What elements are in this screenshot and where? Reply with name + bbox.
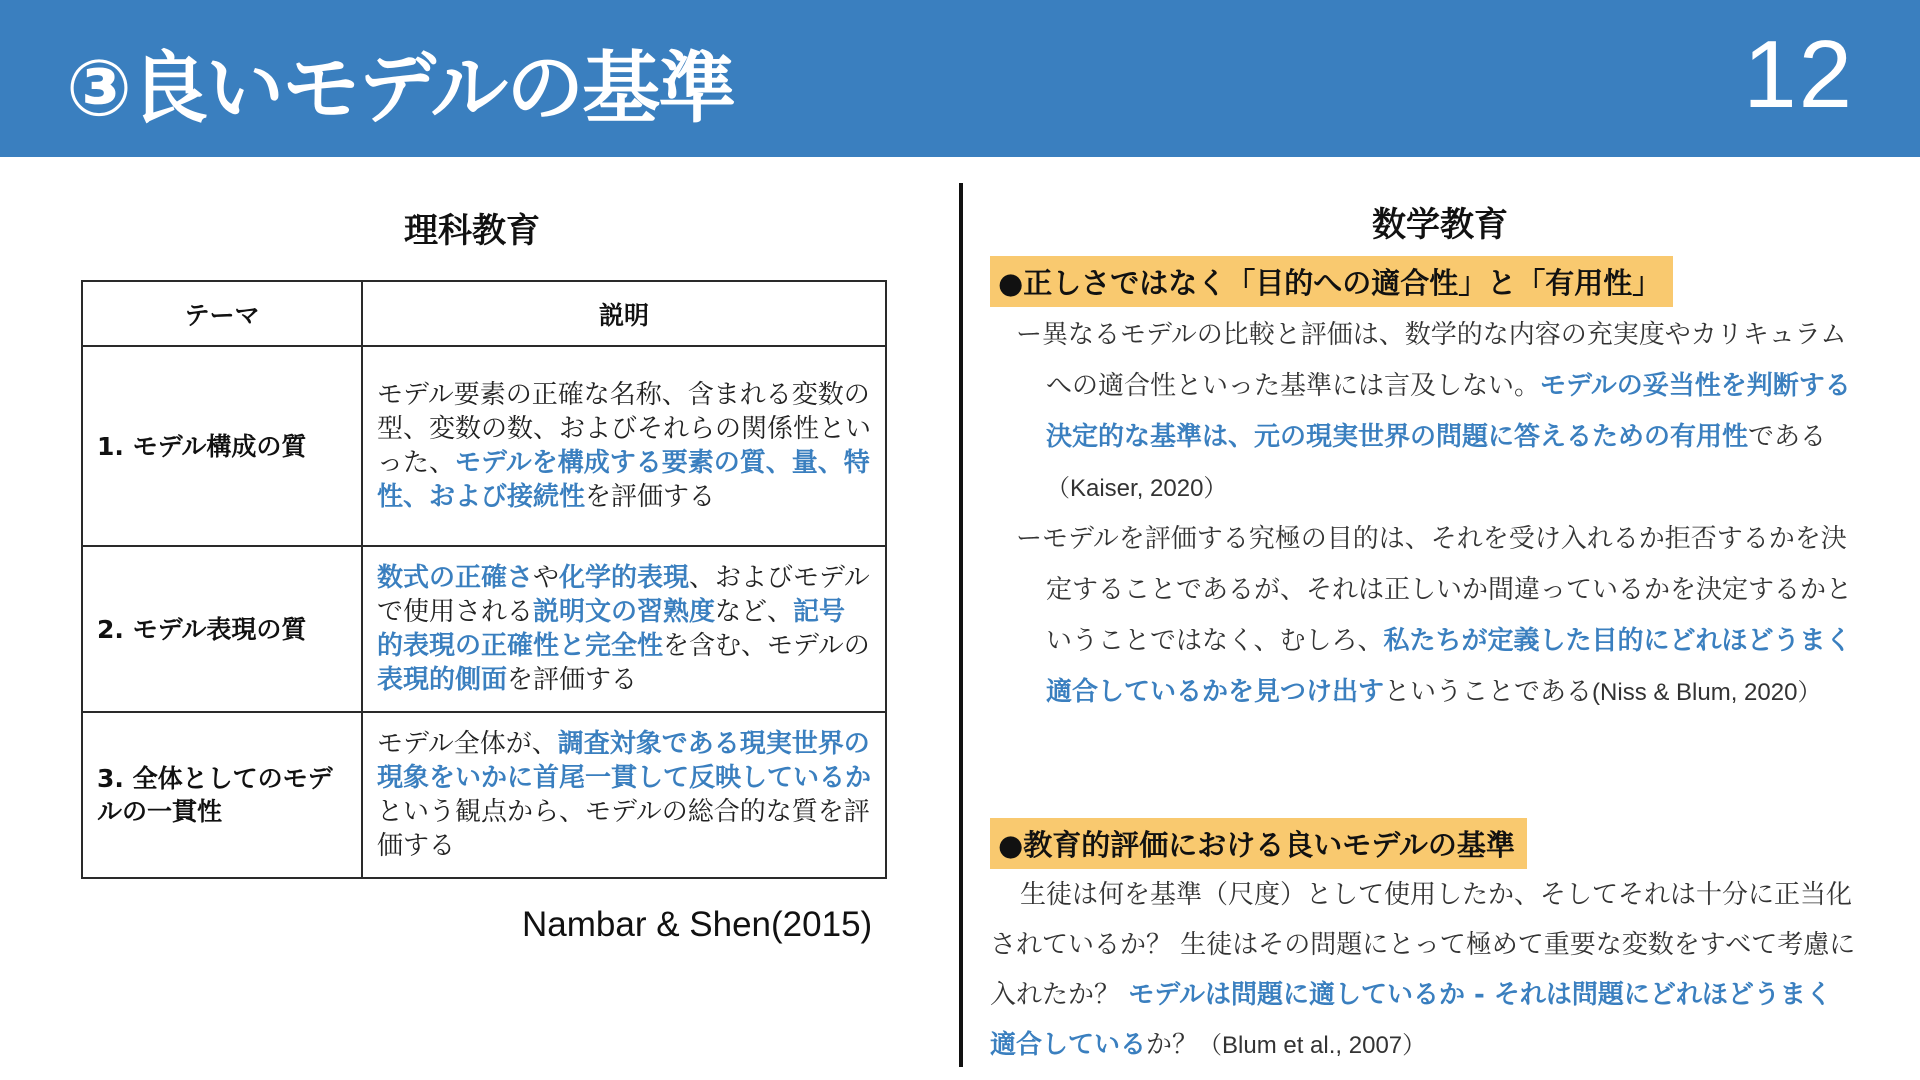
table-header-row: [82, 281, 886, 346]
body-text: を含む、モデルの: [663, 631, 870, 661]
table-cell-description: [362, 546, 886, 712]
citation-text: (Niss & Blum, 2020）: [1592, 679, 1822, 706]
math-education-heading: 数学教育: [1372, 205, 1508, 245]
table-cell-description: [362, 346, 886, 546]
body-text: モデル要素の正確な名称、含まれる変数の型、変数の数、およびそれらの関係性といった、: [377, 380, 872, 478]
table-header-description: 説明: [362, 281, 886, 346]
body-text: か？: [1146, 1030, 1199, 1060]
highlighted-text: 化学的表現: [559, 563, 690, 593]
body-text: ーモデルを評価する究極の目的は、それを受け入れるか拒否するかを決定することであるが、それは正しいか間違っているかを決定するかということではなく、むしろ、: [1016, 524, 1853, 656]
highlighted-text: 調査対象である現実世界の現象をいかに首尾一貫して反映しているか: [377, 729, 872, 793]
citation-text: （Blum et al., 2007）: [1198, 1032, 1427, 1059]
page-number: 12: [1743, 21, 1854, 128]
body-text: 、およびモデルで使用される: [377, 563, 870, 627]
body-text: という観点から、モデルの総合的な質を評価する: [377, 797, 870, 861]
table-citation: Nambar & Shen(2015): [522, 905, 873, 944]
body-text: や: [533, 563, 560, 593]
body-text: を評価する: [585, 482, 716, 512]
title-bar: [0, 0, 1920, 157]
table-cell-theme: 3. 全体としてのモデルの一貫性: [82, 712, 362, 878]
table-cell-theme: 2. モデル表現の質: [82, 546, 362, 712]
highlighted-text: 私たちが定義した目的にどれほどうまく適合しているかを見つけ出す: [1046, 626, 1852, 707]
highlighted-text: 記号的表現の正確性と完全性: [377, 597, 846, 661]
body-text: など、: [715, 597, 794, 627]
column-divider: [959, 183, 963, 1067]
highlighted-text: 説明文の習熟度: [533, 597, 716, 627]
list-item: [1016, 514, 1856, 718]
criteria-badge-fitness: ●正しさではなく「目的への適合性」と「有用性」: [990, 256, 1673, 307]
criteria-badge-educational: ●教育的評価における良いモデルの基準: [990, 818, 1527, 869]
body-text: を評価する: [507, 665, 638, 695]
model-quality-table: [81, 280, 887, 879]
fitness-explanation: [1016, 310, 1856, 718]
table-cell-theme: 1. モデル構成の質: [82, 346, 362, 546]
table-row: [82, 712, 886, 878]
highlighted-text: 数式の正確さ: [377, 563, 534, 593]
body-text: である: [1748, 422, 1827, 452]
body-text: 生徒は何を基準（尺度）として使用したか、そしてそれは十分に正当化されているか？ 生徒はその問題にとって極めて重要な変数をすべて考慮に入れたか？: [990, 880, 1856, 1010]
table-cell-description: [362, 712, 886, 878]
citation-text: （Kaiser, 2020）: [1046, 475, 1228, 502]
table-header-theme: テーマ: [82, 281, 362, 346]
body-text: ということである: [1384, 677, 1593, 707]
body-text: ー異なるモデルの比較と評価は、数学的な内容の充実度やカリキュラムへの適合性といった基準には言及しない。: [1016, 320, 1847, 401]
highlighted-text: モデルを構成する要素の質、量、特性、および接続性: [377, 448, 870, 512]
slide-title: ③良いモデルの基準: [66, 44, 735, 134]
body-text: モデル全体が、: [377, 729, 558, 759]
highlighted-text: 表現的側面: [377, 665, 508, 695]
highlighted-text: モデルの妥当性を判断する決定的な基準は、元の現実世界の問題に答えるための有用性: [1046, 371, 1851, 452]
table-row: [82, 546, 886, 712]
highlighted-text: モデルは問題に適しているか - それは問題にどれほどうまく適合している: [990, 980, 1832, 1060]
table-row: [82, 346, 886, 546]
list-item: [1016, 310, 1856, 514]
educational-criteria-paragraph: [990, 870, 1856, 1071]
science-education-heading: 理科教育: [404, 211, 540, 251]
